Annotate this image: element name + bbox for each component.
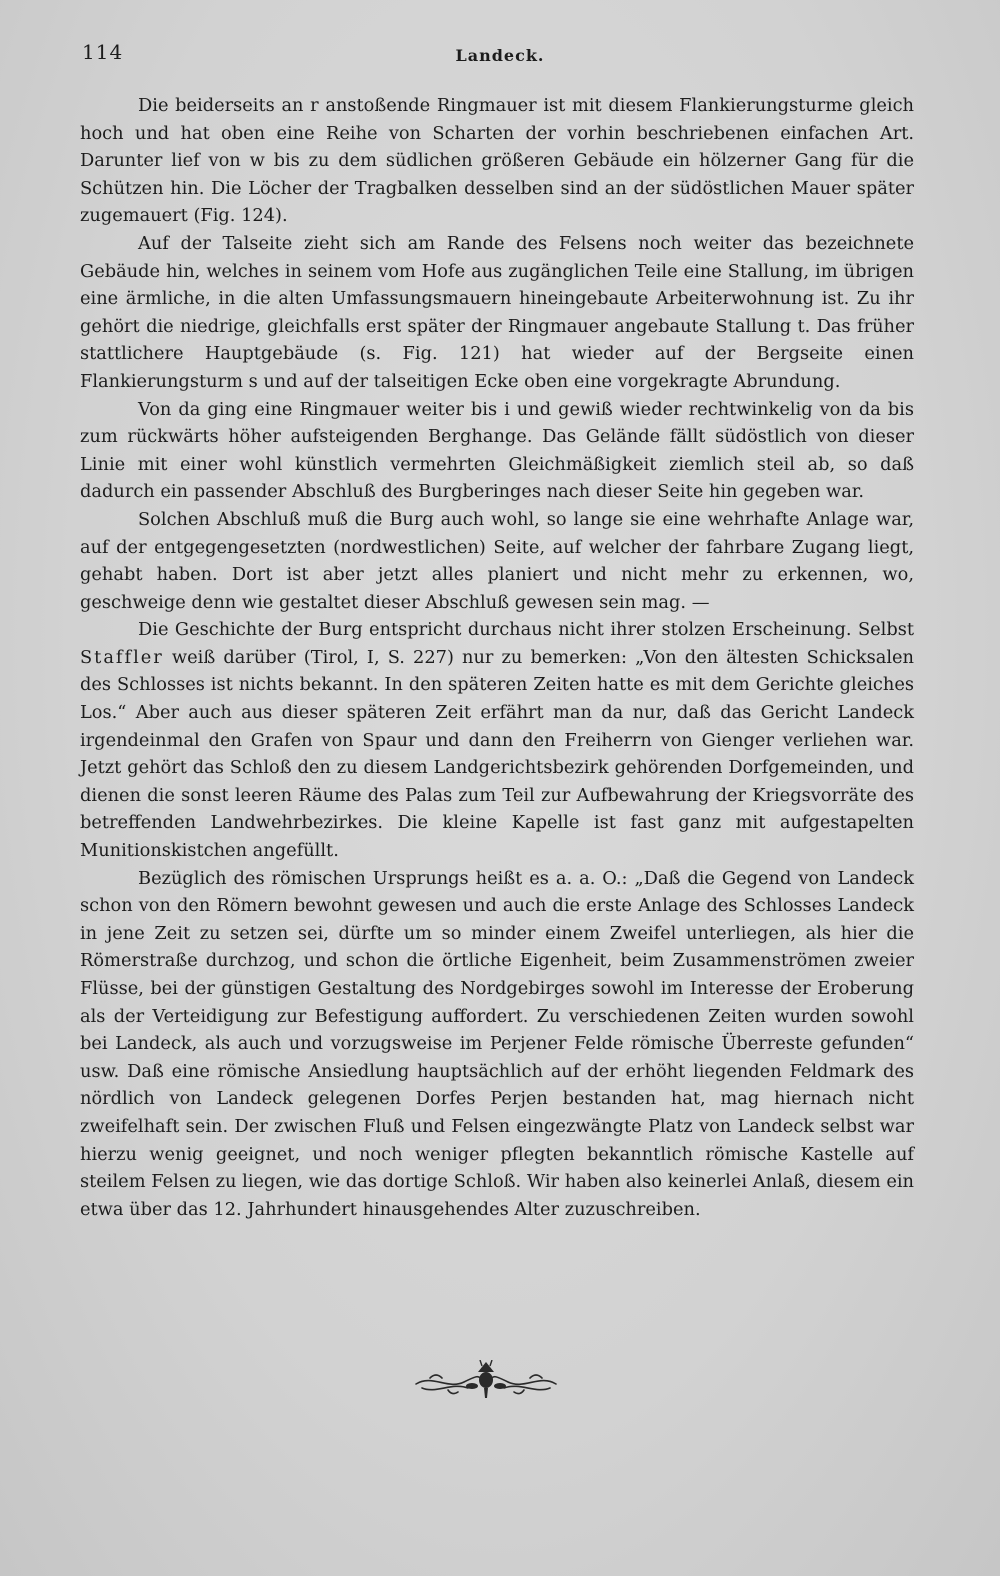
thistle-vignette-icon (412, 1360, 560, 1400)
paragraph: Auf der Talseite zieht sich am Rande des Felsens noch weiter das bezeichnete Gebäude hin, welches in seinem vom Hofe aus zugänglichen Teile eine Stallung, im übrigen eine ärmliche, in die alten Umfassungsmauern hineingebaute Arbeiterwohnung ist. Zu ihr gehört die niedrige, gleichfalls erst später der Ringmauer angebaute Stallung t. Das früher stattlichere Hauptgebäude (s. Fig. 121) hat wieder auf der Bergseite einen Flankierungsturm s und auf der talseitigen Ecke oben eine vorgekragte Abrundung. (80, 232, 914, 392)
running-head: Landeck. (455, 46, 545, 65)
body-text (80, 92, 914, 1223)
paragraph-text: Die Geschichte der Burg entspricht durchaus nicht ihrer stolzen Erscheinung. Selbst (138, 619, 914, 641)
page-number: 114 (82, 40, 124, 64)
paragraph: Bezüglich des römischen Ursprungs heißt es a. a. O.: „Daß die Gegend von Landeck schon von den Römern bewohnt gewesen und auch die erste Anlage des Schlosses Landeck in jene Zeit zu setzen sei, dürfte um so minder einem Zweifel unterliegen, als hier die Römerstraße durchzog, und schon die örtliche Eigenheit, beim Zusammenströmen zweier Flüsse, bei der günstigen Gestaltung des Nordgebirges sowohl im Interesse der Eroberung als der Verteidigung zur Befestigung auffordert. Zu verschiedenen Zeiten wurden sowohl bei Landeck, als auch und vorzugsweise im Perjener Felde römische Überreste gefunden“ usw. Daß eine römische Ansiedlung hauptsächlich auf der erhöht liegenden Feldmark des nördlich von Landeck gelegenen Dorfes Perjen bestanden hat, mag hiernach nicht zweifelhaft sein. Der zwischen Fluß und Felsen eingezwängte Platz von Landeck selbst war hierzu wenig geeignet, und noch weniger pflegten bekanntlich römische Kastelle auf steilem Felsen zu liegen, wie das dortige Schloß. Wir haben also keinerlei Anlaß, diesem ein etwa über das 12. Jahrhundert hinausgehendes Alter zuzuschreiben. (80, 867, 914, 1220)
paragraph: Die beiderseits an r anstoßende Ringmauer ist mit diesem Flankierungsturme gleich hoch und hat oben eine Reihe von Scharten der vorhin beschriebenen einfachen Art. Darunter lief von w bis zu dem südlichen größeren Gebäude ein hölzerner Gang für die Schützen hin. Die Löcher der Tragbalken desselben sind an der südöstlichen Mauer später zugemauert (Fig. 124). (80, 95, 914, 227)
author-name: Staffler (80, 646, 164, 668)
history-paragraph (80, 616, 914, 864)
paragraph-text: weiß darüber (Tirol, I, S. 227) nur zu bemerken: „Von den ältesten Schicksalen des Schlosses ist nichts bekannt. In den späteren Zeiten hatte es mit dem Gerichte gleiches Los.“ Aber auch aus dieser späteren Zeit erfährt man da nur, daß das Gericht Landeck irgendeinmal den Grafen von Spaur und dann den Freiherrn von Gienger verliehen war. Jetzt gehört das Schloß den zu diesem Landgerichtsbezirk gehörenden Dorfgemeinden, und dienen die sonst leeren Räume des Palas zum Teil zur Aufbewahrung der Kriegsvorräte des betreffenden Landwehrbezirkes. Die kleine Kapelle ist fast ganz mit aufgestapelten Munitionskistchen angefüllt. (80, 646, 914, 862)
paragraph: Von da ging eine Ringmauer weiter bis i und gewiß wieder rechtwinkelig von da bis zum rückwärts höher aufsteigenden Berghange. Das Gelände fällt südöstlich von dieser Linie mit einer wohl künstlich vermehrten Gleichmäßigkeit ziemlich steil ab, so daß dadurch ein passender Abschluß des Burgberinges nach dieser Seite hin gegeben war. (80, 398, 914, 503)
paragraph: Solchen Abschluß muß die Burg auch wohl, so lange sie eine wehrhafte Anlage war, auf der entgegengesetzten (nordwestlichen) Seite, auf welcher der fahrbare Zugang liegt, gehabt haben. Dort ist aber jetzt alles planiert und nicht mehr zu erkennen, wo, geschweige denn wie gestaltet dieser Abschluß gewesen sein mag. — (80, 508, 914, 613)
